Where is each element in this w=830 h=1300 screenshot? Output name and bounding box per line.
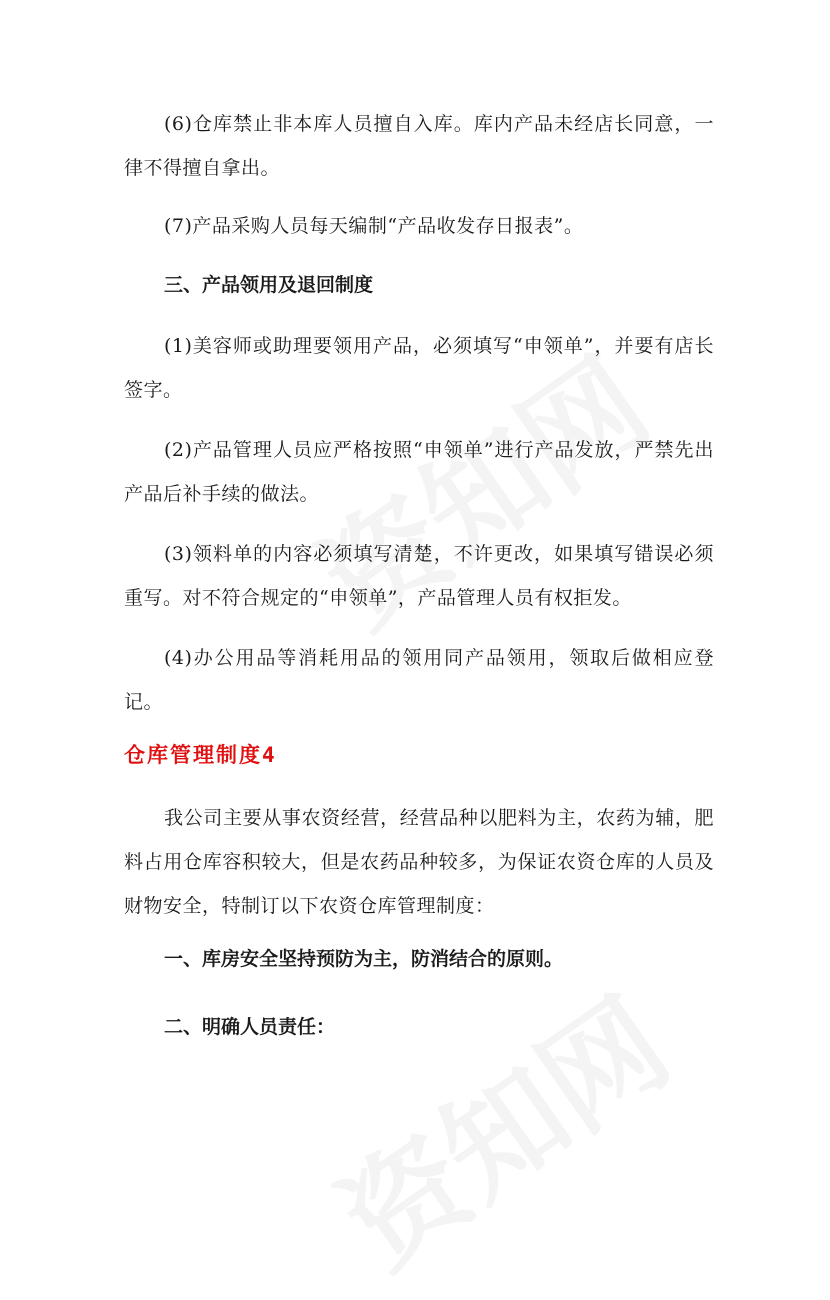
section-title: 仓库管理制度4	[124, 743, 277, 767]
paragraph-office-supplies: (4)办公用品等消耗用品的领用同产品领用，领取后做相应登记。	[124, 647, 714, 713]
paragraph-daily-report: (7)产品采购人员每天编制“产品收发存日报表”。	[164, 215, 584, 237]
paragraph-requisition: (1)美容师或助理要领用产品，必须填写“申领单”，并要有店长签字。	[124, 335, 714, 401]
paragraph-form-content: (3)领料单的内容必须填写清楚，不许更改，如果填写错误必须重写。对不符合规定的“申领单”，产品管理人员有权拒发。	[124, 543, 714, 609]
paragraph-company-intro: 我公司主要从事农资经营，经营品种以肥料为主，农药为辅，肥料占用仓库容积较大，但是农药品种较多，为保证农资仓库的人员及财物安全，特制订以下农资仓库管理制度：	[124, 807, 714, 917]
paragraph-warehouse-entry: (6)仓库禁止非本库人员擅自入库。库内产品未经店长同意，一律不得擅自拿出。	[124, 113, 714, 179]
heading-product-usage: 三、产品领用及退回制度	[164, 274, 374, 296]
watermark	[303, 952, 697, 1299]
paragraph-distribution: (2)产品管理人员应严格按照“申领单”进行产品发放，严禁先出产品后补手续的做法。	[124, 439, 714, 505]
heading-safety-principle: 一、库房安全坚持预防为主，防消结合的原则。	[164, 948, 564, 970]
heading-responsibility: 二、明确人员责任：	[164, 1016, 336, 1038]
